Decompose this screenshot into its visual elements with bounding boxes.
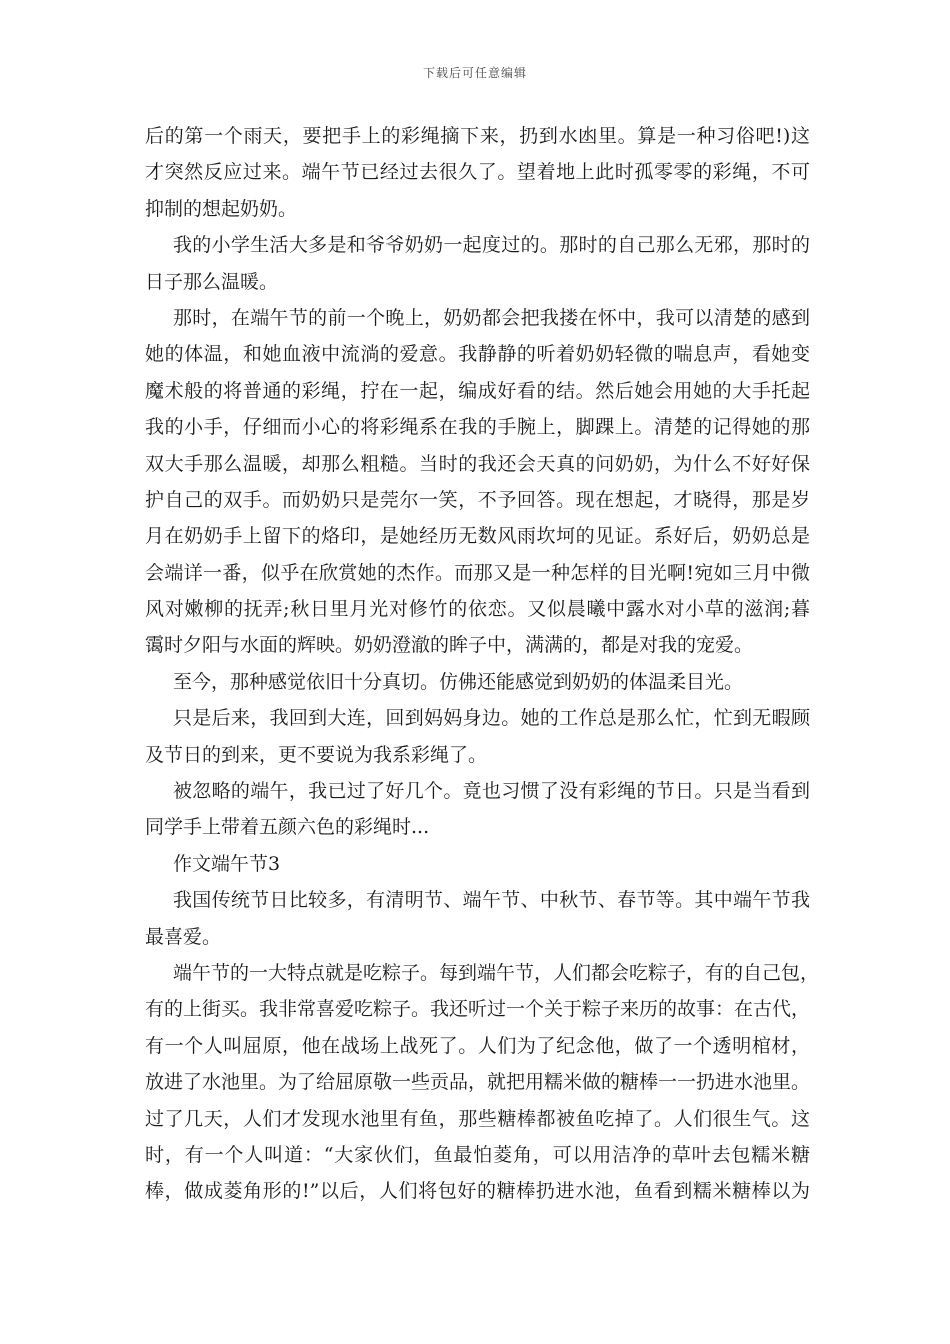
text-line: 那时，在端午节的前一个晚上，奶奶都会把我搂在怀中，我可以清楚的感到 xyxy=(173,306,810,329)
text-line: 被忽略的端午，我已过了好几个。竟也习惯了没有彩绳的节日。只是当看到 xyxy=(173,780,810,803)
text-line: 霭时夕阳与水面的辉映。奶奶澄澈的眸子中，满满的，都是对我的宠爱。 xyxy=(145,634,754,657)
text-line: 会端详一番，似乎在欣赏她的杰作。而那又是一种怎样的目光啊!宛如三月中微 xyxy=(145,561,810,584)
text-line: 放进了水池里。为了给屈原敬一些贡品，就把用糯米做的糖棒一一扔进水池里。 xyxy=(145,1071,811,1094)
text-line: 有一个人叫屈原，他在战场上战死了。人们为了纪念他，做了一个透明棺材， xyxy=(145,1034,810,1057)
text-line: 后的第一个雨天，要把手上的彩绳摘下来，扔到水凼里。算是一种习俗吧!)这 xyxy=(145,125,810,147)
text-line: 她的体温，和她血液中流淌的爱意。我静静的听着奶奶轻微的喘息声，看她变 xyxy=(145,343,810,366)
text-line: 过了几天，人们才发现水池里有鱼，那些糖棒都被鱼吃掉了。人们很生气。这 xyxy=(145,1107,810,1130)
text-line: 日子那么温暖。 xyxy=(145,270,279,293)
page-header-note: 下载后可任意编辑 xyxy=(422,66,527,80)
text-line: 双大手那么温暖，却那么粗糙。当时的我还会天真的问奶奶，为什么不好好保 xyxy=(145,452,810,475)
text-line: 棒，做成菱角形的!”以后，人们将包好的糖棒扔进水池，鱼看到糯米糖棒以为 xyxy=(145,1180,810,1203)
text-line: 端午节的一大特点就是吃粽子。每到端午节，人们都会吃粽子，有的自己包， xyxy=(173,961,820,984)
text-line: 时，有一个人叫道：“大家伙们，鱼最怕菱角，可以用洁净的草叶去包糯米糖 xyxy=(145,1143,810,1166)
text-line: 至今，那种感觉依旧十分真切。仿佛还能感觉到奶奶的体温柔目光。 xyxy=(173,670,744,693)
text-line: 我的小学生活大多是和爷爷奶奶一起度过的。那时的自己那么无邪，那时的 xyxy=(173,234,810,257)
text-line: 作文端午节3 xyxy=(173,852,281,875)
text-line: 有的上街买。我非常喜爱吃粽子。我还听过一个关于粽子来历的故事：在古代， xyxy=(145,998,811,1021)
text-line: 我国传统节日比较多，有清明节、端午节、中秋节、春节等。其中端午节我 xyxy=(173,889,810,912)
text-line: 最喜爱。 xyxy=(145,925,222,948)
text-line: 护自己的双手。而奶奶只是莞尔一笑，不予回答。现在想起，才晓得，那是岁 xyxy=(145,488,810,511)
text-line: 抑制的想起奶奶。 xyxy=(145,197,298,220)
text-line: 魔术般的将普通的彩绳，拧在一起，编成好看的结。然后她会用她的大手托起 xyxy=(145,379,810,402)
text-line: 同学手上带着五颜六色的彩绳时... xyxy=(145,816,430,839)
text-line: 月在奶奶手上留下的烙印，是她经历无数风雨坎坷的见证。系好后，奶奶总是 xyxy=(145,525,810,548)
text-line: 我的小手，仔细而小心的将彩绳系在我的手腕上，脚踝上。清楚的记得她的那 xyxy=(145,416,810,439)
text-line: 风对嫩柳的抚弄;秋日里月光对修竹的依恋。又似晨曦中露水对小草的滋润;暮 xyxy=(145,598,810,621)
document-body xyxy=(145,118,820,1210)
text-line: 才突然反应过来。端午节已经过去很久了。望着地上此时孤零零的彩绳，不可 xyxy=(145,161,810,184)
text-line: 及节日的到来，更不要说为我系彩绳了。 xyxy=(145,743,488,766)
text-line: 只是后来，我回到大连，回到妈妈身边。她的工作总是那么忙，忙到无暇顾 xyxy=(173,707,810,730)
